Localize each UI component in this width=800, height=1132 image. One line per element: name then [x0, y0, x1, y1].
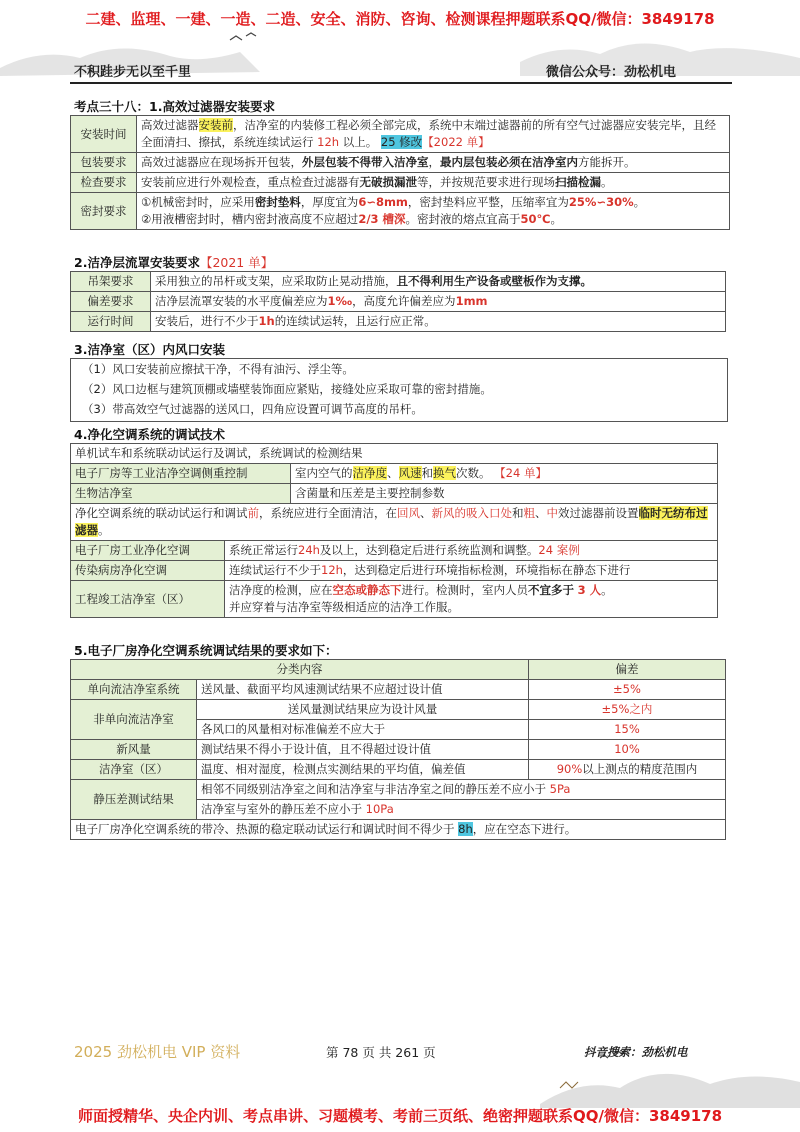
- row-content: 洁净度的检测，应在空态或静态下进行。检测时，室内人员不宜多于 3 人。 并应穿着与洁净室等级相适应的洁净工作服。: [225, 581, 718, 618]
- section-1-table: [70, 115, 730, 230]
- row-content: ①机械密封时，应采用密封垫料，厚度宜为6∽8mm，密封垫料应平整，压缩率宜为25%∽30%。 ②用液槽密封时，槽内密封液高度不应超过2/3 槽深。密封液的熔点宜高于50℃。: [137, 193, 730, 230]
- row-content: 安装前应进行外观检查，重点检查过滤器有无破损漏泄等，并按规范要求进行现场扫描检漏。: [137, 173, 730, 193]
- table-row: [71, 272, 726, 292]
- table-row: [71, 680, 726, 700]
- row-content: 送风量、截面平均风速测试结果不应超过设计值: [197, 680, 529, 700]
- row-label: 吊架要求: [71, 272, 151, 292]
- row-label: 电子厂房工业净化空调: [71, 541, 225, 561]
- section-4-table: [70, 443, 718, 618]
- list-item: （3）带高效空气过滤器的送风口，四角应设置可调节高度的吊杆。: [82, 402, 423, 416]
- footer-brand: 2025 劲松机电 VIP 资料: [74, 1043, 241, 1061]
- row-content: 各风口的风量相对标准偏差不应大于: [197, 720, 529, 740]
- row-label: 偏差要求: [71, 292, 151, 312]
- footer-search: 抖音搜索：劲松机电: [584, 1045, 688, 1059]
- section-5-title: 5.电子厂房净化空调系统调试结果的要求如下：: [74, 643, 338, 658]
- top-banner: 二建、监理、一建、一造、二造、安全、消防、咨询、检测课程押题联系QQ/微信：3849178: [85, 10, 715, 28]
- page-number: 第 78 页 共 261 页: [326, 1045, 436, 1060]
- row-label: 非单向流洁净室: [71, 700, 197, 740]
- table-row: [71, 193, 730, 230]
- row-label: 安装时间: [71, 116, 137, 153]
- row-label: 新风量: [71, 740, 197, 760]
- table-row: [71, 292, 726, 312]
- row-content: 相邻不同级别洁净室之间和洁净室与非洁净室之间的静压差不应小于 5Pa: [197, 780, 726, 800]
- header-motto: 不积跬步无以至千里: [74, 65, 192, 80]
- header-divider: [70, 82, 732, 84]
- table-row: [71, 581, 718, 618]
- row-deviation: 10%: [529, 740, 726, 760]
- row-content: 含菌量和压差是主要控制参数: [291, 484, 718, 504]
- section-2-title: 2.洁净层流罩安装要求【2021 单】: [74, 255, 274, 270]
- row-content: 净化空调系统的联动试运行和调试前，系统应进行全面清洁，在回风、新风的吸入口处和粗、中效过滤器前设置临时无纺布过滤器。: [71, 504, 718, 541]
- row-content: 单机试车和系统联动试运行及调试，系统调试的检测结果: [71, 444, 718, 464]
- table-row: [71, 780, 726, 800]
- table-row: [71, 700, 726, 720]
- row-label: 密封要求: [71, 193, 137, 230]
- row-content: 高效过滤器应在现场拆开包装，外层包装不得带入洁净室，最内层包装必须在洁净室内方能拆开。: [137, 153, 730, 173]
- column-header: 分类内容: [71, 660, 529, 680]
- column-header: 偏差: [529, 660, 726, 680]
- table-footer-row: [71, 820, 726, 840]
- section-1-title: 考点三十八：1.高效过滤器安装要求: [74, 99, 275, 114]
- row-content: 送风量测试结果应为设计风量: [197, 700, 529, 720]
- row-label: 包装要求: [71, 153, 137, 173]
- section-2-table: [70, 271, 726, 332]
- table-row: [71, 173, 730, 193]
- row-content: 系统正常运行24h及以上，达到稳定后进行系统监测和调整。24 案例: [225, 541, 718, 561]
- section-3-title: 3.洁净室（区）内风口安装: [74, 342, 225, 357]
- row-content: 连续试运行不少于12h，达到稳定后进行环境指标检测，环境指标在静态下进行: [225, 561, 718, 581]
- row-content: 高效过滤器安装前，洁净室的内装修工程必须全部完成，系统中末端过滤器前的所有空气过滤器应安装完毕，且经全面清扫、擦拭，系统连续试运行 12h 以上。 25 修改【2022 单】: [137, 116, 730, 153]
- row-content: 安装后，进行不少于1h的连续试运转，且运行应正常。: [151, 312, 726, 332]
- row-label: 单向流洁净室系统: [71, 680, 197, 700]
- table-header-row: [71, 660, 726, 680]
- revision-tag: 25 修改: [380, 135, 423, 149]
- table-row: [71, 116, 730, 153]
- row-label: 工程竣工洁净室（区）: [71, 581, 225, 618]
- row-label: 传染病房净化空调: [71, 561, 225, 581]
- section-4-title: 4.净化空调系统的调试技术: [74, 427, 225, 442]
- table-row: [71, 464, 718, 484]
- row-deviation: ±5%之内: [529, 700, 726, 720]
- row-deviation: 90%以上测点的精度范围内: [529, 760, 726, 780]
- row-label: 运行时间: [71, 312, 151, 332]
- row-content: 电子厂房净化空调系统的带冷、热源的稳定联动试运行和调试时间不得少于 8h，应在空态下进行。: [71, 820, 726, 840]
- row-deviation: ±5%: [529, 680, 726, 700]
- table-row: [71, 740, 726, 760]
- row-label: 检查要求: [71, 173, 137, 193]
- row-label: 洁净室（区）: [71, 760, 197, 780]
- row-label: 生物洁净室: [71, 484, 291, 504]
- table-row: [71, 484, 718, 504]
- bottom-banner: 师面授精华、央企内训、考点串讲、习题模考、考前三页纸、绝密押题联系QQ/微信：3849178: [77, 1107, 723, 1125]
- row-content: 温度、相对湿度，检测点实测结果的平均值，偏差值: [197, 760, 529, 780]
- table-row: [71, 760, 726, 780]
- row-content: 采用独立的吊杆或支架，应采取防止晃动措施，且不得利用生产设备或壁板作为支撑。: [151, 272, 726, 292]
- section-5-table: [70, 659, 726, 840]
- table-row: [71, 504, 718, 541]
- table-row: [71, 153, 730, 173]
- table-row: [71, 312, 726, 332]
- table-row: [71, 541, 718, 561]
- row-content: 洁净室与室外的静压差不应小于 10Pa: [197, 800, 726, 820]
- row-label: 电子厂房等工业洁净空调侧重控制: [71, 464, 291, 484]
- header-wechat: 微信公众号：劲松机电: [546, 65, 677, 80]
- list-item: （1）风口安装前应擦拭干净，不得有油污、浮尘等。: [82, 362, 354, 376]
- row-deviation: 15%: [529, 720, 726, 740]
- table-row: [71, 444, 718, 464]
- list-item: （2）风口边框与建筑顶棚或墙壁装饰面应紧贴，接缝处应采取可靠的密封措施。: [82, 382, 492, 396]
- row-content: 室内空气的洁净度、风速和换气次数。 【24 单】: [291, 464, 718, 484]
- row-content: 测试结果不得小于设计值，且不得超过设计值: [197, 740, 529, 760]
- table-row: [71, 561, 718, 581]
- row-content: 洁净层流罩安装的水平度偏差应为1‰，高度允许偏差应为1mm: [151, 292, 726, 312]
- row-label: 静压差测试结果: [71, 780, 197, 820]
